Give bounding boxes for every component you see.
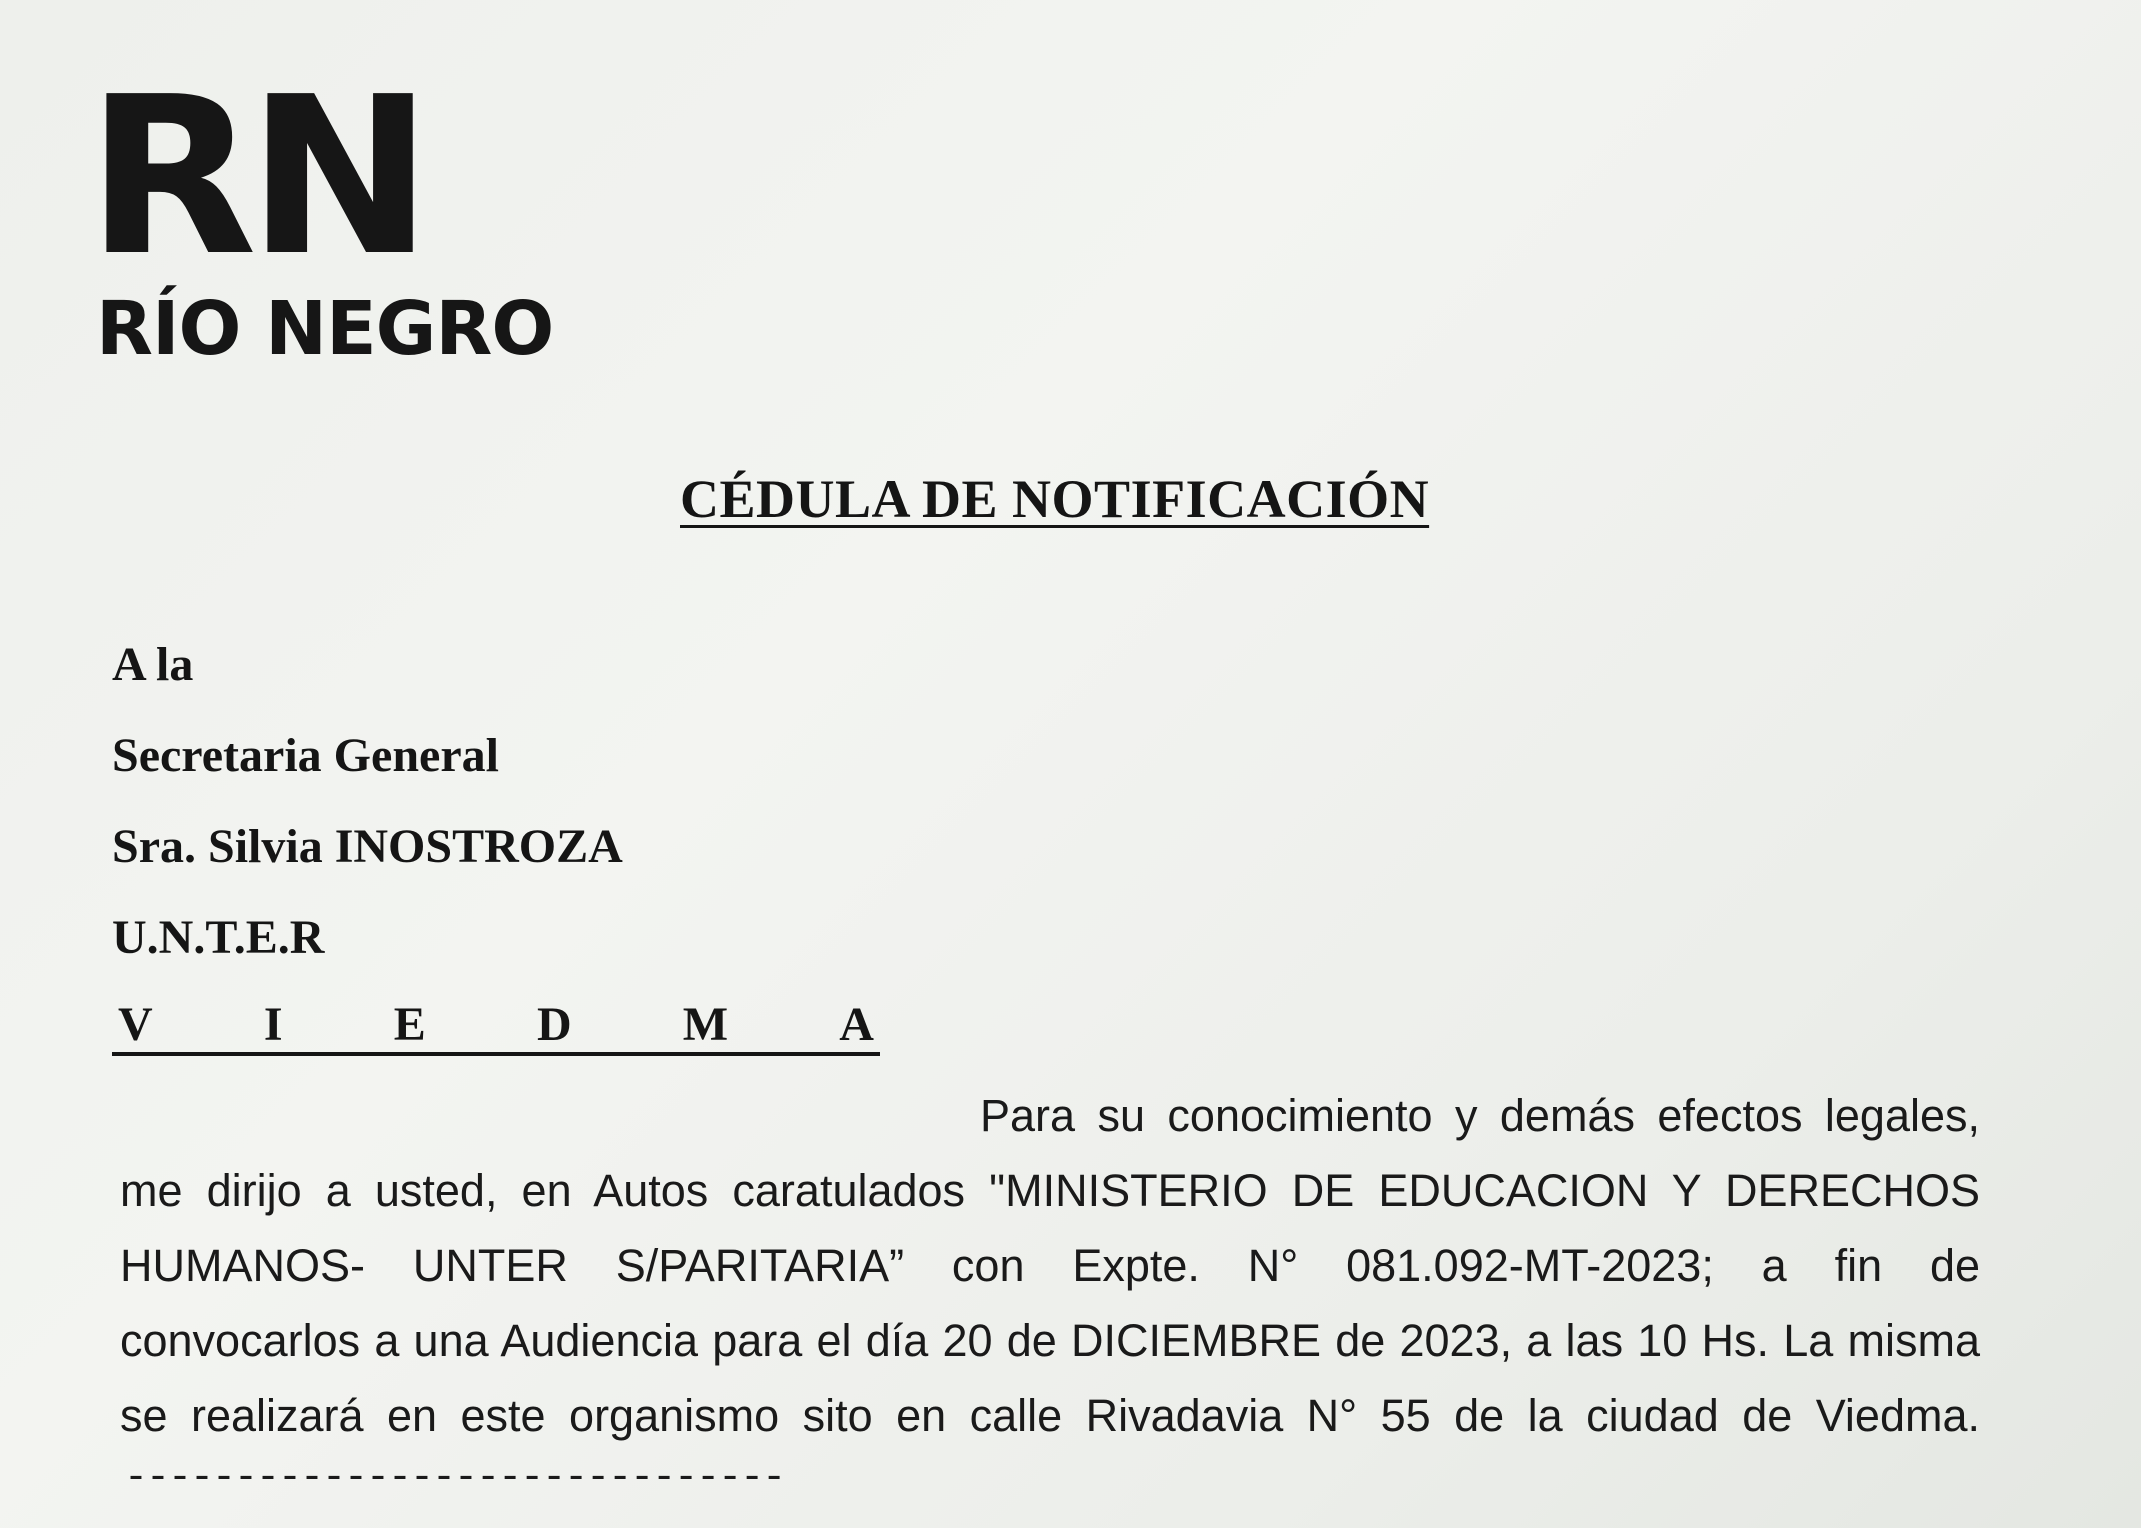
recipient-salutation: A la <box>112 638 194 691</box>
city-letter: E <box>393 998 426 1051</box>
city-letter: A <box>839 998 874 1051</box>
body-line: convocarlos a una Audiencia para el día 20 de DICIEMBRE de 2023, a las 10 Hs. La misma <box>120 1315 1980 1366</box>
body-line: HUMANOS- UNTER S/PARITARIA” con Expte. N° 081.092-MT-2023; a fin de <box>120 1240 1980 1291</box>
recipient-person: Sra. Silvia INOSTROZA <box>112 820 623 873</box>
recipient-block <box>112 630 880 1056</box>
body-line: se realizará en este organismo sito en calle Rivadavia N° 55 de la ciudad de Viedma. <box>120 1390 1980 1441</box>
city-letter: D <box>536 998 572 1051</box>
recipient-city <box>112 994 880 1056</box>
body-line: Para su conocimiento y demás efectos legales, <box>980 1090 1980 1141</box>
recipient-organization: U.N.T.E.R <box>112 911 325 964</box>
recipient-position: Secretaria General <box>112 729 499 782</box>
body-line: me dirijo a usted, en Autos caratulados "MINISTERIO DE EDUCACION Y DERECHOS <box>120 1165 1980 1216</box>
separator-line: ------------------------------ <box>124 1456 785 1501</box>
logo-mark: RN <box>86 51 423 304</box>
body-paragraph <box>120 1078 1980 1453</box>
document-title: CÉDULA DE NOTIFICACIÓN <box>680 469 1430 529</box>
rio-negro-logo <box>86 51 554 374</box>
city-letter: V <box>118 998 153 1051</box>
logo-name: RÍO NEGRO <box>96 286 554 372</box>
city-letter: M <box>682 998 729 1051</box>
city-letter: I <box>263 998 283 1051</box>
